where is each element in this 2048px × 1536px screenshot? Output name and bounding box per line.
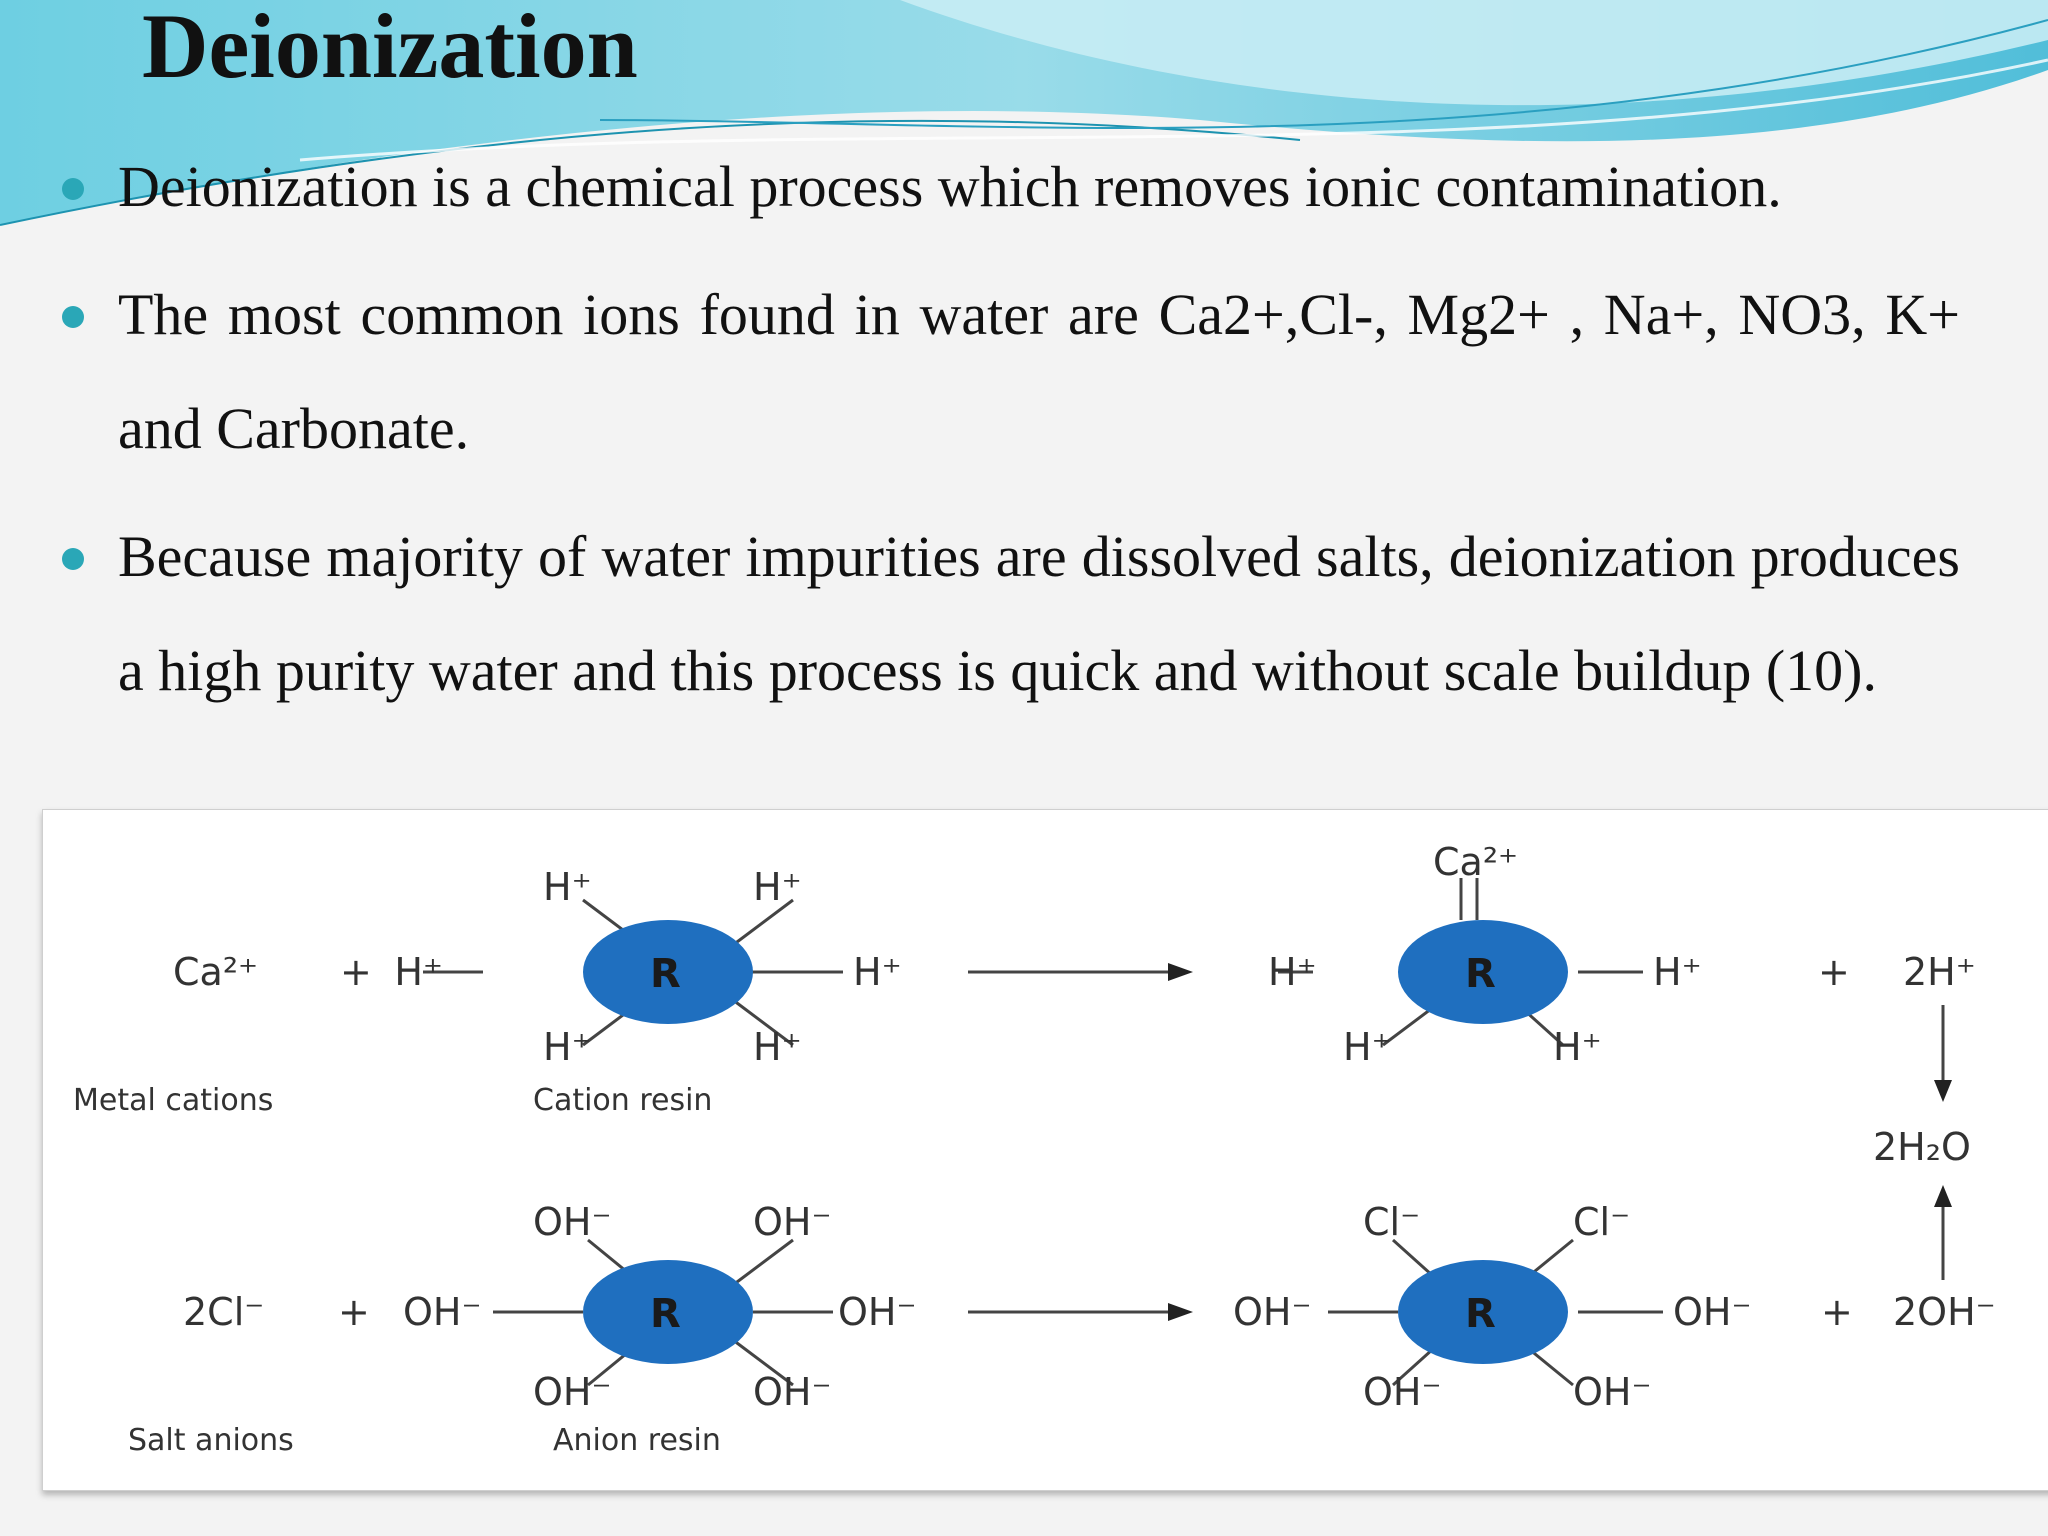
caption-salt-anions: Salt anions	[128, 1423, 294, 1458]
bullet-text: Because majority of water impurities are dissolved salts, deionization produces a high purity water and this process is quick and without scale buildup (10).	[118, 524, 1960, 703]
slide-title: Deionization	[142, 0, 638, 97]
row1-product-ion: H⁺	[1268, 950, 1317, 994]
caption-cation-resin: Cation resin	[533, 1083, 713, 1118]
row1-plus: +	[340, 950, 372, 994]
row1-plus2: +	[1818, 950, 1850, 994]
arrow-head-icon	[1934, 1185, 1952, 1207]
bullet-item	[60, 130, 1960, 244]
row1-ion: H⁺	[543, 865, 592, 909]
row2-ion: OH⁻	[533, 1200, 612, 1244]
row2-ion: OH⁻	[838, 1290, 917, 1334]
bullet-dot-icon	[62, 548, 84, 570]
row1-product-ion: H⁺	[1553, 1025, 1602, 1069]
row1-product-top: Ca²⁺	[1433, 840, 1519, 884]
row1-ion: H⁺	[543, 1025, 592, 1069]
resin-label: R	[650, 951, 681, 997]
row2-product-ion: Cl⁻	[1363, 1200, 1421, 1244]
row2-plus: +	[338, 1290, 370, 1334]
row2-ion: OH⁻	[753, 1370, 832, 1414]
row2-plus2: +	[1821, 1290, 1853, 1334]
row1-ion: H⁺	[394, 950, 443, 994]
bullet-list	[60, 130, 1960, 728]
resin-label: R	[650, 1291, 681, 1337]
ion-exchange-diagram	[42, 809, 2048, 1491]
row1-ion: H⁺	[753, 1025, 802, 1069]
bullet-item	[60, 258, 1960, 486]
row2-ion: OH⁻	[753, 1200, 832, 1244]
row1-reactant: Ca²⁺	[173, 950, 259, 994]
bullet-dot-icon	[62, 178, 84, 200]
water-product: 2H₂O	[1873, 1125, 1971, 1169]
row2-ion: OH⁻	[403, 1290, 482, 1334]
bullet-dot-icon	[62, 306, 84, 328]
resin-label: R	[1465, 1291, 1496, 1337]
diagram-canvas	[43, 810, 2043, 1490]
row1-product-ion: H⁺	[1653, 950, 1702, 994]
row2-ion: OH⁻	[1233, 1290, 1312, 1334]
row2-ion: OH⁻	[1573, 1370, 1652, 1414]
row1-product-ion: H⁺	[1343, 1025, 1392, 1069]
arrow-head-icon	[1168, 963, 1193, 981]
row2-ion: OH⁻	[533, 1370, 612, 1414]
row1-ion: H⁺	[853, 950, 902, 994]
arrow-head-icon	[1168, 1303, 1193, 1321]
row2-ion: OH⁻	[1363, 1370, 1442, 1414]
row2-ion: OH⁻	[1673, 1290, 1752, 1334]
caption-anion-resin: Anion resin	[553, 1423, 721, 1458]
caption-metal-cations: Metal cations	[73, 1083, 274, 1118]
arrow-head-icon	[1934, 1080, 1952, 1102]
bond	[733, 1240, 793, 1285]
row1-result: 2H⁺	[1903, 950, 1976, 994]
row2-product-ion: Cl⁻	[1573, 1200, 1631, 1244]
bullet-text: Deionization is a chemical process which removes ionic contamination.	[118, 154, 1782, 219]
bullet-text: The most common ions found in water are Ca2+,Cl-, Mg2+ , Na+, NO3, K+ and Carbonate.	[118, 282, 1960, 461]
row1-ion: H⁺	[753, 865, 802, 909]
row2-result: 2OH⁻	[1893, 1290, 1996, 1334]
row2-reactant: 2Cl⁻	[183, 1290, 265, 1334]
resin-label: R	[1465, 951, 1496, 997]
bullet-item	[60, 500, 1960, 728]
